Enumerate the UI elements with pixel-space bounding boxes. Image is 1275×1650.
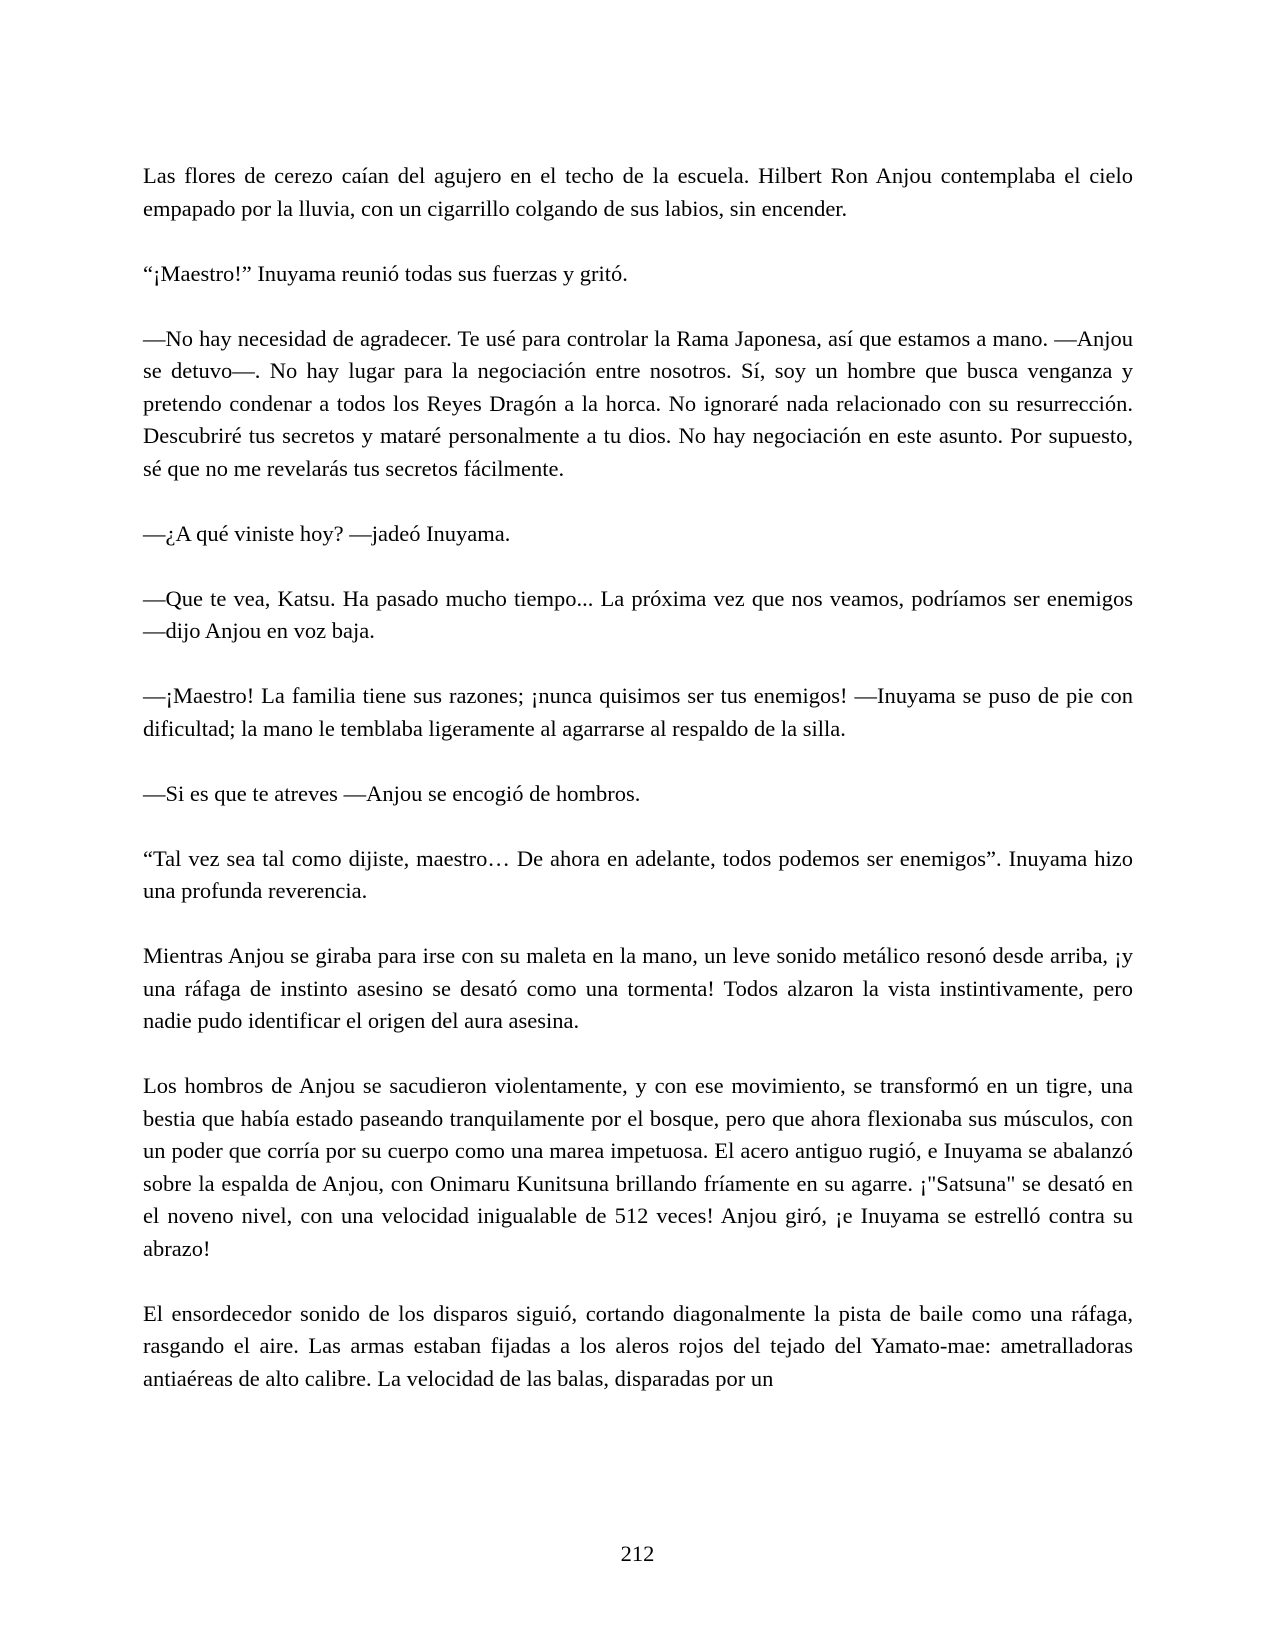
paragraph: —¡Maestro! La familia tiene sus razones; ¡nunca quisimos ser tus enemigos! —Inuyama se puso de pie con dificultad; la mano le temblaba ligeramente al agarrarse al respaldo de la silla.	[143, 683, 1133, 741]
body-text	[143, 160, 1133, 1428]
paragraph: Los hombros de Anjou se sacudieron violentamente, y con ese movimiento, se transformó en un tigre, una bestia que había estado paseando tranquilamente por el bosque, pero que ahora flexionaba sus músculos, con un poder que corría por su cuerpo como una marea impetuosa. El acero antiguo rugió, e Inuyama se abalanzó sobre la espalda de Anjou, con Onimaru Kunitsuna brillando fríamente en su agarre. ¡"Satsuna" se desató en el noveno nivel, con una velocidad inigualable de 512 veces! Anjou giró, ¡e Inuyama se estrelló contra su abrazo!	[143, 1073, 1133, 1261]
paragraph: —No hay necesidad de agradecer. Te usé para controlar la Rama Japonesa, así que estamos a mano. —Anjou se detuvo—. No hay lugar para la negociación entre nosotros. Sí, soy un hombre que busca venganza y pretendo condenar a todos los Reyes Dragón a la horca. No ignoraré nada relacionado con su resurrección. Descubriré tus secretos y mataré personalmente a tu dios. No hay negociación en este asunto. Por supuesto, sé que no me revelarás tus secretos fácilmente.	[143, 325, 1133, 481]
paragraph: “Tal vez sea tal como dijiste, maestro… De ahora en adelante, todos podemos ser enemigos”. Inuyama hizo una profunda reverencia.	[143, 845, 1133, 903]
page-number: 212	[620, 1541, 655, 1566]
paragraph: —¿A qué viniste hoy? —jadeó Inuyama.	[143, 520, 511, 546]
paragraph: “¡Maestro!” Inuyama reunió todas sus fuerzas y gritó.	[143, 260, 628, 286]
paragraph: —Si es que te atreves —Anjou se encogió de hombros.	[143, 780, 641, 806]
paragraph: El ensordecedor sonido de los disparos siguió, cortando diagonalmente la pista de baile como una ráfaga, rasgando el aire. Las armas estaban fijadas a los aleros rojos del tejado del Yamato-mae: ametralladoras antiaéreas de alto calibre. La velocidad de las balas, disparadas por un	[143, 1300, 1133, 1391]
paragraph: —Que te vea, Katsu. Ha pasado mucho tiempo... La próxima vez que nos veamos, podríamos ser enemigos —dijo Anjou en voz baja.	[143, 585, 1133, 643]
paragraph: Las flores de cerezo caían del agujero en el techo de la escuela. Hilbert Ron Anjou contemplaba el cielo empapado por la lluvia, con un cigarrillo colgando de sus labios, sin encender.	[143, 163, 1133, 221]
paragraph: Mientras Anjou se giraba para irse con su maleta en la mano, un leve sonido metálico resonó desde arriba, ¡y una ráfaga de instinto asesino se desató como una tormenta! Todos alzaron la vista instintivamente, pero nadie pudo identificar el origen del aura asesina.	[143, 943, 1133, 1033]
